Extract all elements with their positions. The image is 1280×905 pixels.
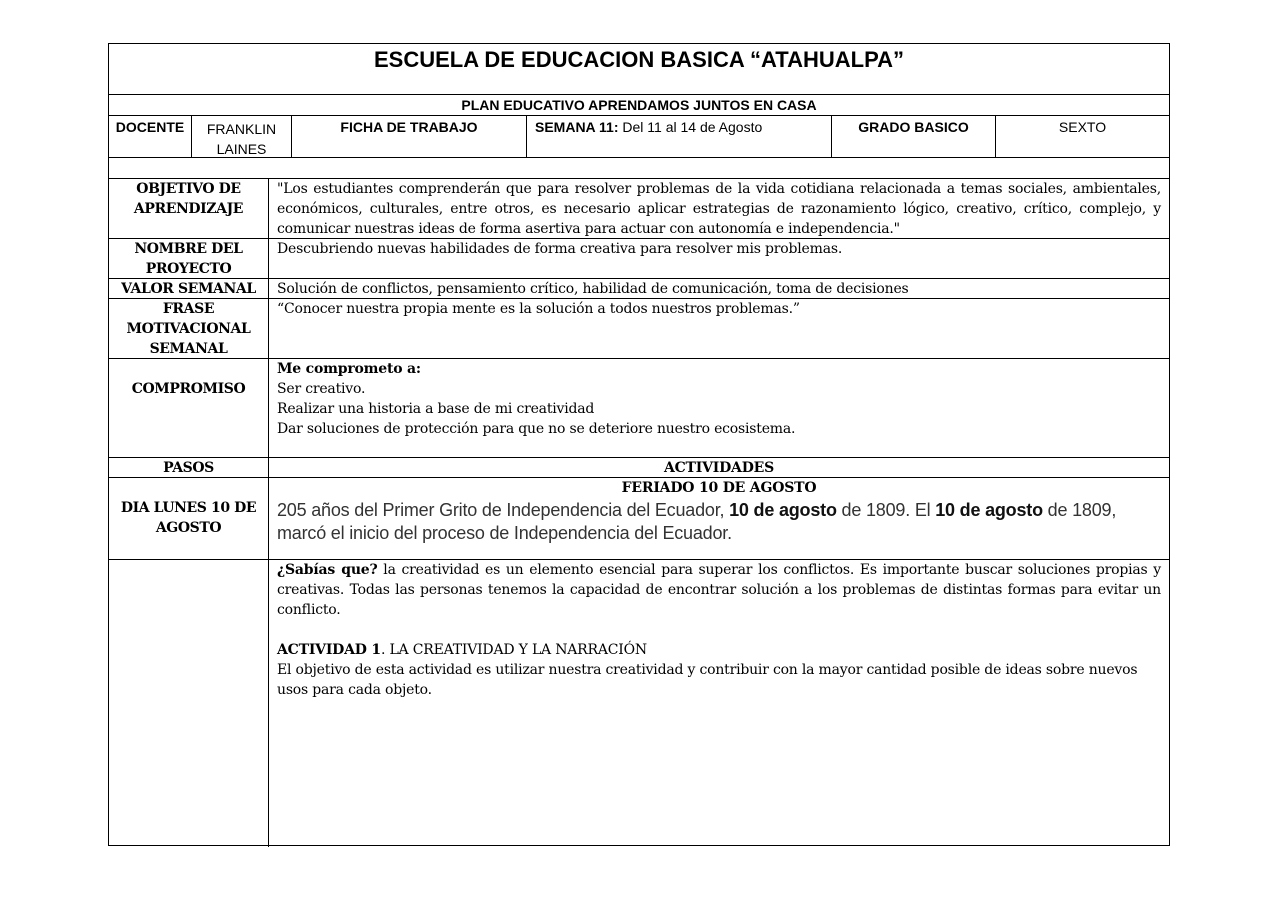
feriado-text-segment: de 1809. El	[836, 500, 936, 520]
valor-text: Solución de conflictos, pensamiento crítico, habilidad de comunicación, toma de decisiones	[268, 279, 1169, 298]
valor-label: VALOR SEMANAL	[121, 281, 256, 297]
grado-value: SEXTO	[995, 116, 1169, 157]
objetivo-row	[109, 179, 1169, 239]
sabias-label: ¿Sabías que?	[277, 562, 378, 578]
proyecto-label-line1: NOMBRE DEL	[134, 241, 243, 257]
pasos-label: PASOS	[163, 460, 214, 476]
semana-value: Del 11 al 14 de Agosto	[618, 119, 763, 135]
actividad1-title: . LA CREATIVIDAD Y LA NARRACIÓN	[380, 642, 647, 658]
docente-label: DOCENTE	[115, 119, 185, 135]
plan-title: PLAN EDUCATIVO APRENDAMOS JUNTOS EN CASA	[461, 97, 817, 113]
proyecto-text: Descubriendo nuevas habilidades de forma creativa para resolver mis problemas.	[268, 239, 1169, 278]
actividad1-label: ACTIVIDAD 1	[277, 642, 381, 658]
actividad-label-empty	[109, 560, 268, 847]
feriado-text-segment: de 1809,	[1042, 500, 1117, 520]
feriado-line-1	[277, 499, 1161, 521]
objetivo-text: "Los estudiantes comprenderán que para resolver problemas de la vida cotidiana relacionada a temas sociales, ambientales, económicos, culturales, entre otros, es necesario aplicar estrategias de razonamiento lógico, creativo, crítico, complejo, y comunicar nuestras ideas de forma asertiva para actuar con autonomía e independencia."	[268, 179, 1169, 238]
docente-name	[191, 116, 291, 157]
feriado-line-2: marcó el inicio del proceso de Independencia del Ecuador.	[277, 523, 732, 543]
blank-row	[109, 158, 1169, 179]
school-title: ESCUELA DE EDUCACION BASICA “ATAHUALPA”	[373, 47, 905, 72]
docente-name-line1: FRANKLIN	[206, 121, 277, 137]
proyecto-row	[109, 239, 1169, 279]
actividad1-text: El objetivo de esta actividad es utilizar nuestra creatividad y contribuir con la mayor cantidad posible de ideas sobre nuevos usos para cada objeto.	[277, 662, 1138, 698]
feriado-date-bold: 10 de agosto	[729, 500, 837, 520]
actividades-header: ACTIVIDADES	[268, 458, 1169, 477]
dia-label-line1: DIA LUNES 10 DE	[120, 500, 257, 516]
frase-label-line2: MOTIVACIONAL	[126, 321, 251, 337]
sabias-paragraph	[277, 560, 1161, 620]
compromiso-heading: Me comprometo a:	[277, 361, 421, 377]
dia-row	[109, 478, 1169, 560]
pasos-row	[109, 458, 1169, 478]
frase-label	[109, 299, 268, 358]
grado-label: GRADO BASICO	[831, 116, 995, 157]
compromiso-item: Ser creativo.	[277, 381, 366, 397]
work-sheet-table	[108, 43, 1170, 846]
valor-row	[109, 279, 1169, 299]
dia-content	[268, 478, 1169, 559]
feriado-text-segment: 205 años del Primer Grito de Independencia del Ecuador,	[277, 500, 730, 520]
dia-label-line2: AGOSTO	[155, 520, 222, 536]
info-row	[109, 116, 1169, 158]
feriado-date-bold: 10 de agosto	[935, 500, 1043, 520]
feriado-title: FERIADO 10 DE AGOSTO	[621, 480, 817, 496]
semana-label: SEMANA 11:	[535, 119, 619, 135]
objetivo-label-line1: OBJETIVO DE	[136, 181, 241, 197]
compromiso-label: COMPROMISO	[131, 381, 246, 397]
frase-label-line3: SEMANAL	[149, 341, 228, 357]
title-row	[109, 44, 1169, 95]
compromiso-item: Dar soluciones de protección para que no se deteriore nuestro ecosistema.	[277, 421, 796, 437]
objetivo-label	[109, 179, 268, 238]
compromiso-item: Realizar una historia a base de mi creatividad	[277, 401, 595, 417]
semana-cell	[526, 116, 831, 157]
proyecto-label-line2: PROYECTO	[145, 261, 232, 277]
sabias-text: la creatividad es un elemento esencial para superar los conflictos. Es importante buscar soluciones propias y creativas. Todas las personas tenemos la capacidad de encontrar solución a los problemas de distintas formas para evitar un conflicto.	[277, 562, 1162, 618]
dia-label	[109, 478, 268, 559]
proyecto-label	[109, 239, 268, 278]
frase-text: “Conocer nuestra propia mente es la solución a todos nuestros problemas.”	[268, 299, 1169, 358]
docente-name-line2: LAINES	[216, 141, 267, 157]
actividad-content	[268, 560, 1169, 847]
objetivo-label-line2: APRENDIZAJE	[133, 201, 244, 217]
ficha-label: FICHA DE TRABAJO	[291, 116, 526, 157]
compromiso-content	[268, 359, 1169, 457]
actividad-row	[109, 560, 1169, 847]
frase-row	[109, 299, 1169, 359]
compromiso-row	[109, 359, 1169, 458]
plan-row	[109, 95, 1169, 116]
frase-label-line1: FRASE	[162, 301, 215, 317]
actividad1-heading	[277, 640, 1161, 660]
